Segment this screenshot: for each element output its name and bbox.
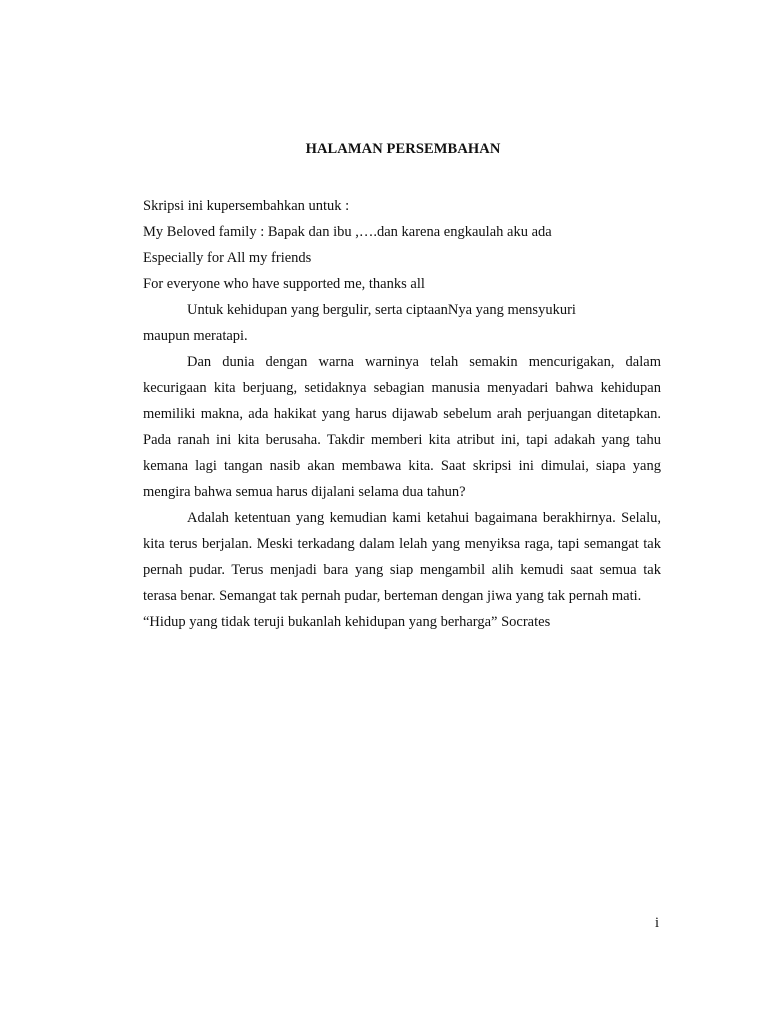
paragraph-3: Adalah ketentuan yang kemudian kami ketahui bagaimana berakhirnya. Selalu, kita terus berjalan. Meski terkadang dalam lelah yang menyiksa raga, tapi semangat tak pernah pudar. Terus menjadi bara yang siap mengambil alih kemudi saat semua tak terasa benar. Semangat tak pernah pudar, berteman dengan jiwa yang tak pernah mati.	[143, 510, 661, 604]
paragraph-2: Dan dunia dengan warna warninya telah semakin mencurigakan, dalam kecurigaan kita berjuang, setidaknya sebagian manusia menyadari bahwa kehidupan memiliki makna, ada hakikat yang harus dijawab sebelum arah perjuangan ditetapkan. Pada ranah ini kita berusaha. Takdir memberi kita atribut ini, tapi adakah yang tahu kemana lagi tangan nasib akan membawa kita. Saat skripsi ini dimulai, siapa yang mengira bahwa semua harus dijalani selama dua tahun?	[143, 354, 661, 500]
dedication-line-friends: Especially for All my friends	[143, 250, 312, 266]
closing-quote: “Hidup yang tidak teruji bukanlah kehidupan yang berharga” Socrates	[143, 614, 551, 630]
page-number: i	[654, 915, 659, 931]
dedication-line-family: My Beloved family : Bapak dan ibu ,….dan karena engkaulah aku ada	[143, 224, 552, 240]
paragraph-1-second-line: maupun meratapi.	[143, 328, 248, 344]
dedication-line-supporters: For everyone who have supported me, thanks all	[143, 276, 425, 292]
page-title: HALAMAN PERSEMBAHAN	[305, 141, 501, 157]
dedication-line-intro: Skripsi ini kupersembahkan untuk :	[143, 198, 350, 214]
dedication-body	[143, 193, 661, 635]
paragraph-1-first-line: Untuk kehidupan yang bergulir, serta ciptaanNya yang mensyukuri	[187, 302, 576, 318]
